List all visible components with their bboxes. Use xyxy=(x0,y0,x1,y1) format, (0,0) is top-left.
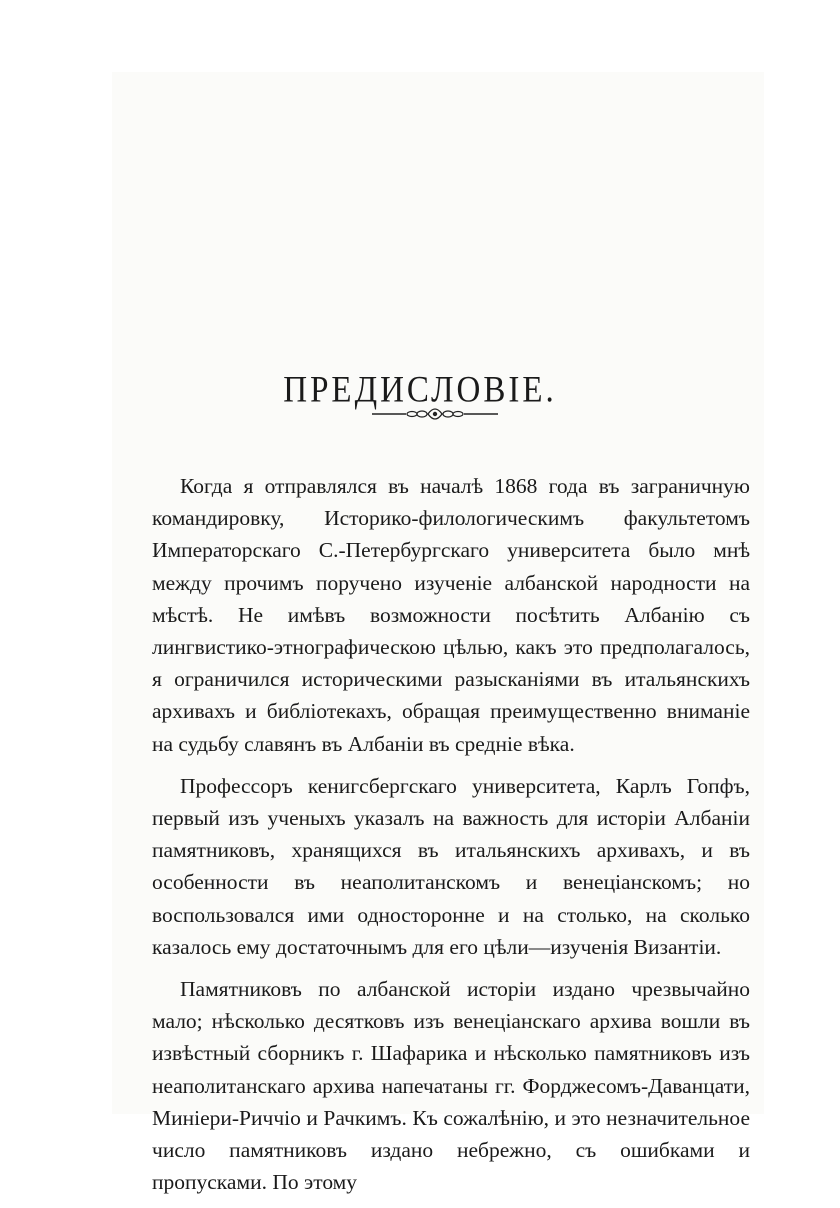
title-ornament xyxy=(372,402,498,426)
paragraph: Когда я отправлялся въ началѣ 1868 года въ заграничную командировку, Историко-филологическимъ факультетомъ Императорскаго С.-Петербургскаго университета было мнѣ между прочимъ поручено изученіе албанской народности на мѣстѣ. Не имѣвъ возможности посѣтить Албанію съ лингвистико-этнографическою цѣлью, какъ это предполагалось, я ограничился историческими разысканіями въ итальянскихъ архивахъ и библіотекахъ, обращая преимущественно вниманіе на судьбу славянъ въ Албаніи въ средніе вѣка. xyxy=(152,474,750,756)
page-title: ПРЕДИСЛОВІЕ. xyxy=(283,370,557,411)
paragraph: Профессоръ кенигсбергскаго университета, Карлъ Гопфъ, первый изъ ученыхъ указалъ на важность для исторіи Албаніи памятниковъ, хранящихся въ итальянскихъ архивахъ, и въ особенности въ неаполитанскомъ и венеціанскомъ; но воспользовался ими односторонне и на столько, на сколько казалось ему достаточнымъ для его цѣли—изученія Византіи. xyxy=(152,773,750,959)
paragraph: Памятниковъ по албанской исторіи издано чрезвычайно мало; нѣсколько десятковъ изъ венеціанскаго архива вошли въ извѣстный сборникъ г. Шафарика и нѣсколько памятниковъ изъ неаполитанскаго архива напечатаны гг. Форджесомъ-Даванцати, Минieри-Риччіо и Рачкимъ. Къ сожалѣнію, и это незначительное число памятниковъ издано небрежно, съ ошибками и пропусками. По этому xyxy=(152,977,750,1195)
preface-body xyxy=(152,470,750,1208)
